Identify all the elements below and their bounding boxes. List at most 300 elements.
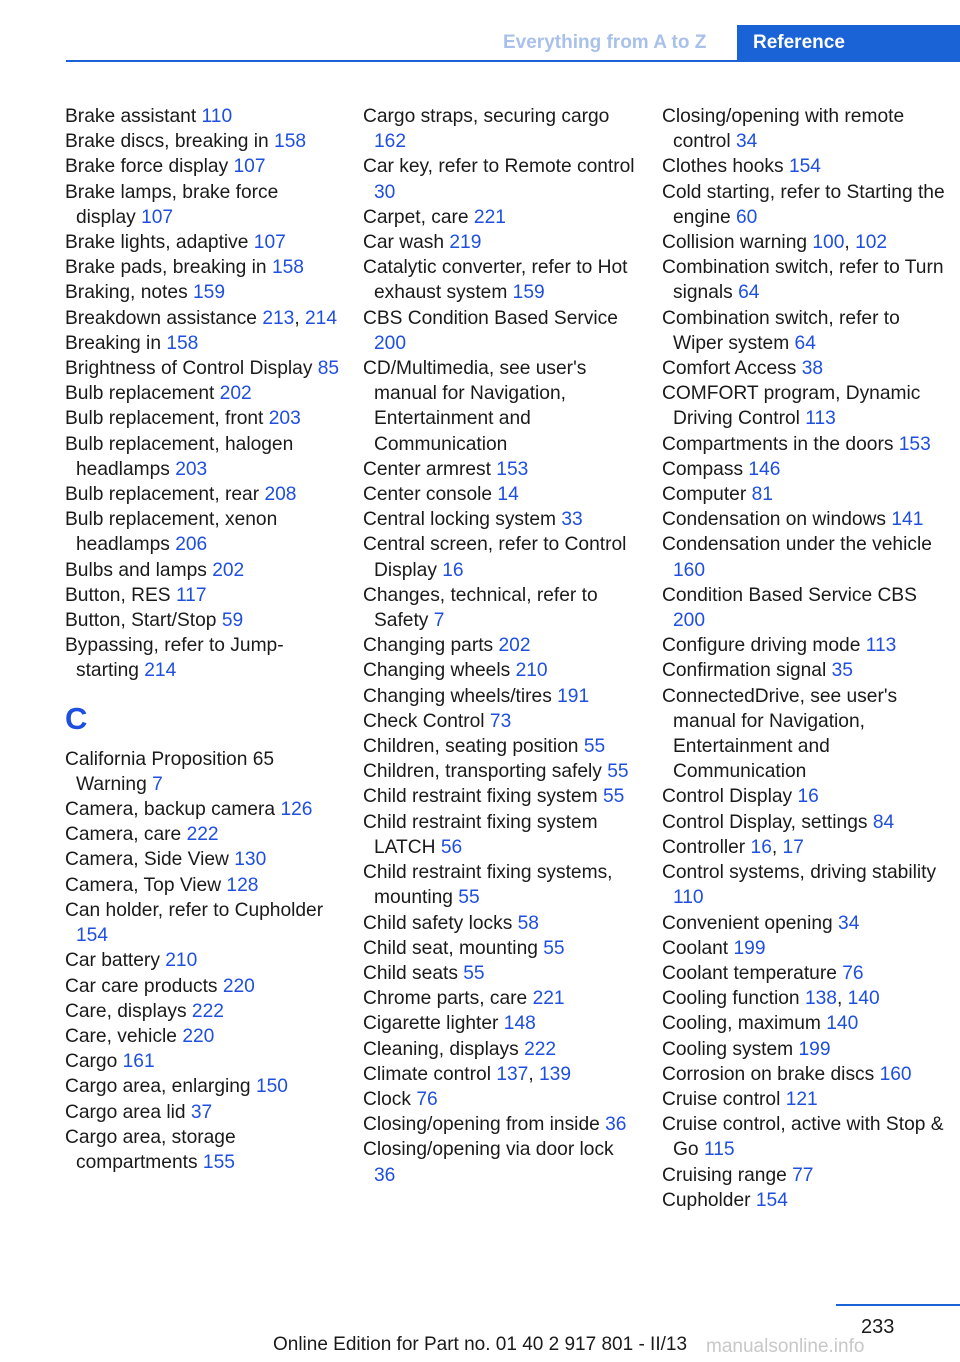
index-entry-text: Brake assistant [65, 106, 197, 127]
page-link[interactable]: 222 [186, 824, 219, 846]
index-entry [363, 709, 638, 734]
index-entry-text: Camera, care [65, 824, 182, 846]
index-entry [65, 406, 340, 431]
page-link[interactable]: 154 [788, 156, 821, 178]
header-reference-tab: Reference [737, 25, 960, 62]
page-link[interactable]: 203 [175, 458, 208, 480]
index-entry [65, 822, 340, 847]
page-link[interactable]: 158 [271, 257, 304, 279]
index-entry-text: Central locking system [363, 509, 557, 531]
index-entry [662, 432, 952, 457]
index-entry-text: Child seats [363, 962, 458, 984]
index-entry [65, 974, 340, 999]
index-entry [363, 482, 638, 507]
index-entry [65, 356, 340, 381]
index-entry-text: Camera, Side View [65, 849, 229, 871]
page-link[interactable]: 76 [416, 1088, 438, 1110]
index-entry [363, 860, 638, 910]
index-entry-text: Closing/opening with remote control [662, 106, 905, 153]
index-column-3 [662, 104, 952, 1213]
index-entry [363, 911, 638, 936]
index-entry-text: Control Display, settings [662, 811, 868, 833]
page-link[interactable]: 162 [374, 131, 407, 153]
page-link[interactable]: 199 [733, 937, 766, 959]
index-entry-text: Controller [662, 836, 746, 858]
index-entry-text: Compartments in the doors [662, 433, 894, 455]
page-link[interactable]: 14 [497, 484, 519, 506]
page-link[interactable]: 16 [797, 786, 819, 808]
index-entry [662, 1163, 952, 1188]
index-entry-text: Cooling system [662, 1038, 794, 1060]
index-entry-text: Cargo area lid [65, 1101, 186, 1123]
index-entry [662, 1188, 952, 1213]
index-entry [363, 154, 638, 204]
index-entry-text: Cooling function [662, 988, 800, 1010]
index-entry [65, 180, 340, 230]
page-link[interactable]: 206 [175, 534, 208, 556]
index-entry [363, 734, 638, 759]
index-entry-text: Cleaning, displays [363, 1038, 519, 1060]
index-entry: Climate control 137, 139 [363, 1063, 572, 1085]
index-entry [65, 507, 340, 557]
index-entry [662, 860, 952, 910]
page-link[interactable]: 113 [865, 635, 897, 657]
page-link[interactable]: 30 [374, 181, 396, 203]
index-entry: Collision warning 100, 102 [662, 232, 888, 254]
index-entry [363, 532, 638, 582]
index-entry-text: Control Display [662, 786, 793, 808]
page-link[interactable]: 222 [191, 1000, 224, 1022]
index-entry-text: Condensation on windows [662, 509, 887, 531]
index-entry [65, 847, 340, 872]
page-link[interactable]: 16 [442, 559, 464, 581]
index-entry-text: Car key, refer to Remote control [363, 156, 635, 178]
index-entry [662, 1087, 952, 1112]
index-entry-text: Collision warning [662, 232, 808, 254]
index-entry-text: Catalytic converter, refer to Hot exhaust system [363, 257, 628, 304]
page-link[interactable]: 126 [280, 799, 313, 821]
index-entry [65, 129, 340, 154]
page-link[interactable]: 35 [831, 660, 853, 682]
index-entry [662, 583, 952, 633]
index-entry-text: Cigarette lighter [363, 1013, 499, 1035]
page-link[interactable]: 102 [855, 232, 888, 254]
page-link[interactable]: 64 [794, 332, 816, 354]
page-link[interactable]: 110 [673, 887, 704, 909]
index-entry [65, 280, 340, 305]
index-entry-text: ConnectedDrive, see user's manual for Navigation, Entertainment and Communication [662, 685, 898, 783]
index-entry-text: Bulbs and lamps [65, 559, 207, 581]
index-entry [363, 684, 638, 709]
index-entry [662, 1062, 952, 1087]
page-link[interactable]: 210 [515, 660, 548, 682]
index-entry-text: Braking, notes [65, 282, 188, 304]
page-link[interactable]: 55 [458, 887, 480, 909]
page-link[interactable]: 38 [801, 358, 824, 380]
page-link[interactable]: 199 [798, 1038, 831, 1060]
page-link[interactable]: 7 [433, 610, 445, 632]
page-link[interactable]: 55 [463, 962, 485, 984]
page-link[interactable]: 140 [847, 988, 880, 1010]
index-entry-text: Breaking in [65, 332, 161, 354]
index-entry-text: Button, RES [65, 584, 171, 606]
index-entry [363, 356, 638, 457]
index-entry-text: Brake lamps, brake force display [65, 181, 279, 228]
index-entry [65, 432, 340, 482]
index-entry [65, 255, 340, 280]
page-link[interactable]: 55 [607, 761, 629, 783]
index-entry [363, 658, 638, 683]
index-column-2 [363, 104, 638, 1188]
page-link[interactable]: 153 [496, 458, 529, 480]
index-entry-text: Cargo area, enlarging [65, 1076, 251, 1098]
page-link[interactable]: 60 [735, 206, 758, 228]
page-link[interactable]: 107 [141, 206, 174, 228]
index-entry [65, 104, 340, 129]
index-entry-text: Chrome parts, care [363, 988, 528, 1010]
page-link[interactable]: 107 [253, 232, 286, 254]
index-entry-text: Children, transporting safely [363, 761, 602, 783]
page-link[interactable]: 36 [605, 1114, 627, 1136]
page-link[interactable]: 34 [735, 131, 758, 153]
index-entry-text: Configure driving mode [662, 635, 861, 657]
index-entry [662, 1112, 952, 1162]
page-link[interactable]: 153 [898, 433, 931, 455]
index-entry [662, 658, 952, 683]
page-link[interactable]: 137 [496, 1063, 529, 1085]
index-entry [662, 180, 952, 230]
index-entry [662, 356, 952, 381]
page-link[interactable]: 58 [517, 912, 539, 934]
index-entry-text: Can holder, refer to Cupholder [65, 899, 324, 921]
index-entry-text: Comfort Access [662, 358, 797, 380]
index-entry-text: Cruising range [662, 1164, 787, 1186]
page-link[interactable]: 158 [274, 131, 307, 153]
index-entry [363, 1087, 638, 1112]
page-link[interactable]: 139 [539, 1063, 572, 1085]
page-link[interactable]: 110 [201, 106, 233, 127]
page-link[interactable]: 73 [489, 710, 512, 732]
index-entry-text: Cooling, maximum [662, 1013, 821, 1035]
page-link[interactable]: 150 [255, 1076, 288, 1098]
page-link[interactable]: 191 [557, 685, 590, 707]
page-link[interactable]: 222 [524, 1038, 557, 1060]
index-entry [65, 747, 340, 797]
index-entry [662, 306, 952, 356]
page-link[interactable]: 202 [219, 383, 252, 405]
page-link[interactable]: 33 [561, 509, 583, 531]
page-link[interactable]: 160 [879, 1063, 912, 1085]
index-entry-text: Child restraint fixing systems, mounting [363, 862, 613, 909]
index-entry-text: Car wash [363, 232, 445, 254]
index-entry-text: Brake force display [65, 156, 229, 178]
index-entry-text: Changing wheels/tires [363, 685, 552, 707]
index-entry-text: Bulb replacement [65, 383, 215, 405]
page-link[interactable]: 100 [812, 232, 845, 254]
index-entry-text: Check Control [363, 710, 485, 732]
index-entry [65, 1100, 340, 1125]
index-entry-text: Center console [363, 484, 493, 506]
watermark: manualsonline.info [706, 1336, 865, 1357]
index-entry [662, 507, 952, 532]
index-entry [363, 306, 638, 356]
index-entry [662, 255, 952, 305]
index-entry-text: Brake lights, adaptive [65, 232, 249, 254]
index-entry-text: Coolant temperature [662, 962, 837, 984]
page-number: 233 [861, 1316, 895, 1338]
page-link[interactable]: 202 [498, 635, 531, 657]
index-entry [363, 784, 638, 809]
page-link[interactable]: 203 [268, 408, 301, 430]
index-entry-text: Breakdown assistance [65, 307, 257, 329]
index-entry-text: Condensation under the vehicle [662, 534, 932, 556]
index-entry [65, 898, 340, 948]
index-entry [363, 759, 638, 784]
index-entry [662, 1037, 952, 1062]
index-entry [662, 936, 952, 961]
page-link[interactable]: 115 [703, 1139, 735, 1161]
index-entry-text: Bulb replacement, rear [65, 484, 260, 506]
page-link[interactable]: 213 [262, 307, 295, 329]
page-link[interactable]: 214 [305, 307, 338, 329]
index-entry [662, 810, 952, 835]
index-entry-text: Control systems, driving stability [662, 862, 937, 884]
index-entry-text: Coolant [662, 937, 729, 959]
index-entry [65, 873, 340, 898]
index-entry-text: Car care products [65, 975, 218, 997]
index-entry-text: Condition Based Service CBS [662, 584, 917, 606]
index-entry-text: California Proposition 65 Warning [65, 748, 275, 795]
page-link[interactable]: 220 [182, 1025, 215, 1047]
index-entry-text: Changing wheels [363, 660, 511, 682]
index-entry [363, 205, 638, 230]
index-entry-text: Brake discs, breaking in [65, 131, 269, 153]
index-entry-text: Cold starting, refer to Starting the engine [662, 181, 945, 228]
index-entry-text: Child restraint fixing system [363, 786, 598, 808]
index-entry-text: Care, displays [65, 1000, 187, 1022]
page-link[interactable]: 146 [748, 458, 781, 480]
index-entry-text: Computer [662, 484, 747, 506]
page-link[interactable]: 220 [222, 975, 255, 997]
page-link[interactable]: 7 [152, 773, 163, 795]
index-entry-text: Bypassing, refer to Jump-starting [65, 635, 284, 682]
page-link[interactable]: 56 [440, 836, 463, 858]
index-entry-text: Combination switch, refer to Wiper system [662, 307, 900, 354]
index-entry [65, 1125, 340, 1175]
index-entry [363, 583, 638, 633]
index-entry [363, 961, 638, 986]
index-entry-text: Clock [363, 1088, 411, 1110]
index-entry [65, 999, 340, 1024]
page-link[interactable]: 138 [804, 988, 837, 1010]
index-entry [65, 633, 340, 683]
index-entry [65, 381, 340, 406]
index-entry-text: Children, seating position [363, 736, 579, 758]
page-link[interactable]: 154 [755, 1189, 788, 1211]
page-link[interactable]: 84 [872, 811, 895, 833]
page-link[interactable]: 221 [532, 988, 565, 1010]
index-entry [363, 457, 638, 482]
index-entry-text: COMFORT program, Dynamic Driving Control [662, 383, 921, 430]
page-link[interactable]: 107 [233, 156, 266, 178]
page-link[interactable]: 221 [473, 206, 506, 228]
index-entry [65, 482, 340, 507]
index-entry [662, 381, 952, 431]
index-entry-text: Child safety locks [363, 912, 513, 934]
page-link[interactable]: 117 [175, 584, 207, 606]
index-entry-text: Cupholder [662, 1189, 751, 1211]
page-link[interactable]: 16 [750, 836, 772, 858]
index-entry [662, 784, 952, 809]
index-entry [65, 331, 340, 356]
index-entry-text: Cargo area, storage compartments [65, 1126, 236, 1173]
index-entry-text: Brake pads, breaking in [65, 257, 267, 279]
index-column-1 [65, 104, 340, 1175]
page-link[interactable]: 159 [193, 282, 226, 304]
index-entry [662, 961, 952, 986]
index-entry-text: Carpet, care [363, 206, 469, 228]
index-entry-text: Changing parts [363, 635, 494, 657]
index-letter-heading: C [65, 700, 88, 736]
index-entry [363, 986, 638, 1011]
page-link[interactable]: 17 [782, 836, 804, 858]
index-entry-text: Camera, backup camera [65, 799, 276, 821]
index-entry [363, 1112, 638, 1137]
page-link[interactable]: 64 [738, 282, 760, 304]
index-entry [662, 684, 952, 785]
index-entry-text: Closing/opening via door lock [363, 1139, 614, 1161]
index-entry-text: Cruise control [662, 1088, 781, 1110]
index-entry [363, 1011, 638, 1036]
index-entry [65, 583, 340, 608]
page-link[interactable]: 160 [673, 559, 706, 581]
page-link[interactable]: 158 [166, 332, 199, 354]
index-entry-text: Closing/opening from inside [363, 1114, 600, 1136]
index-entry [363, 255, 638, 305]
page-link[interactable]: 59 [221, 610, 244, 632]
index-entry-text: Cargo [65, 1051, 118, 1073]
index-entry [65, 558, 340, 583]
index-entry-text: Bulb replacement, xenon headlamps [65, 509, 278, 556]
index-entry-text: Bulb replacement, halogen headlamps [65, 433, 294, 480]
index-entry [65, 230, 340, 255]
page-link[interactable]: 141 [891, 509, 924, 531]
index-entry-text: Convenient opening [662, 912, 833, 934]
index-entry: Breakdown assistance 213, 214 [65, 307, 338, 329]
page-link[interactable]: 55 [543, 937, 565, 959]
page-link[interactable]: 155 [202, 1151, 235, 1173]
index-entry-text: Clothes hooks [662, 156, 784, 178]
index-entry-text: Bulb replacement, front [65, 408, 264, 430]
index-entry [363, 1137, 638, 1187]
index-entry-text: Care, vehicle [65, 1025, 177, 1047]
footer-edition: Online Edition for Part no. 01 40 2 917 801 - II/13 [272, 1334, 688, 1355]
index-entry [662, 532, 952, 582]
page-link[interactable]: 200 [374, 332, 407, 354]
page-link[interactable]: 219 [449, 232, 482, 254]
page-link[interactable]: 214 [144, 660, 177, 682]
index-entry [363, 104, 638, 154]
index-entry-text: Changes, technical, refer to Safety [363, 584, 598, 632]
index-entry-text: Car battery [65, 950, 160, 972]
index-entry-text: Brightness of Control Display [65, 358, 313, 380]
page-link[interactable]: 130 [234, 849, 267, 871]
index-entry-text: Cargo straps, securing cargo [363, 106, 610, 127]
index-entry-text: Center armrest [363, 458, 491, 480]
page-link[interactable]: 121 [785, 1088, 818, 1110]
index-entry: Controller 16, 17 [662, 836, 804, 858]
page-link[interactable]: 161 [122, 1051, 155, 1073]
page-link[interactable]: 55 [583, 736, 606, 758]
index-entry [65, 1074, 340, 1099]
page-link[interactable]: 85 [317, 358, 340, 380]
index-entry [65, 797, 340, 822]
index-entry-text: Button, Start/Stop [65, 610, 217, 632]
header-rule [66, 60, 960, 62]
index-entry-text: Corrosion on brake discs [662, 1063, 875, 1085]
page-link[interactable]: 202 [212, 559, 245, 581]
index-entry-text: Child seat, mounting [363, 937, 538, 959]
index-entry [363, 810, 638, 860]
page-link[interactable]: 37 [190, 1101, 213, 1123]
index-entry-text: Combination switch, refer to Turn signals [662, 257, 944, 304]
index-entry [65, 608, 340, 633]
page-link[interactable]: 113 [805, 408, 836, 430]
index-entry-text: Cruise control, active with Stop & Go [662, 1114, 944, 1161]
index-entry [363, 1037, 638, 1062]
index-entry [662, 457, 952, 482]
index-entry-text: Confirmation signal [662, 660, 827, 682]
index-entry-text: Climate control [363, 1063, 491, 1085]
index-entry-text: Compass [662, 458, 744, 480]
page-link[interactable]: 140 [826, 1013, 859, 1035]
page-link[interactable]: 154 [76, 925, 109, 947]
page-link[interactable]: 34 [838, 912, 860, 934]
header-section-title: Everything from A to Z [503, 32, 707, 53]
index-entry [363, 633, 638, 658]
index-entry [363, 936, 638, 961]
index-entry [65, 948, 340, 973]
page-link[interactable]: 76 [842, 962, 864, 984]
index-entry-text: Child restraint fixing system LATCH [363, 811, 598, 858]
page-link[interactable]: 200 [673, 610, 706, 632]
page-link[interactable]: 148 [503, 1013, 536, 1035]
index-entry [65, 1049, 340, 1074]
index-entry-text: Central screen, refer to Control Display [363, 534, 627, 581]
index-entry [65, 1024, 340, 1049]
index-entry: Cooling function 138, 140 [662, 988, 880, 1010]
page-link[interactable]: 210 [165, 950, 198, 972]
index-entry [65, 154, 340, 179]
index-entry-text: CD/Multimedia, see user's manual for Navigation, Entertainment and Communication [363, 358, 587, 455]
index-entry [363, 507, 638, 532]
page-link[interactable]: 81 [751, 484, 773, 506]
index-entry-text: CBS Condition Based Service [363, 307, 618, 329]
page-link[interactable]: 36 [374, 1164, 396, 1186]
page-link[interactable]: 208 [264, 484, 297, 506]
page-link[interactable]: 128 [226, 874, 259, 896]
page-link[interactable]: 55 [602, 786, 625, 808]
index-entry [662, 911, 952, 936]
index-entry [662, 104, 952, 154]
page-link[interactable]: 159 [512, 282, 545, 304]
footer-rule [836, 1304, 960, 1306]
page-link[interactable]: 77 [792, 1164, 814, 1186]
index-entry [662, 633, 952, 658]
index-entry [662, 1011, 952, 1036]
index-entry [363, 230, 638, 255]
index-entry [662, 154, 952, 179]
